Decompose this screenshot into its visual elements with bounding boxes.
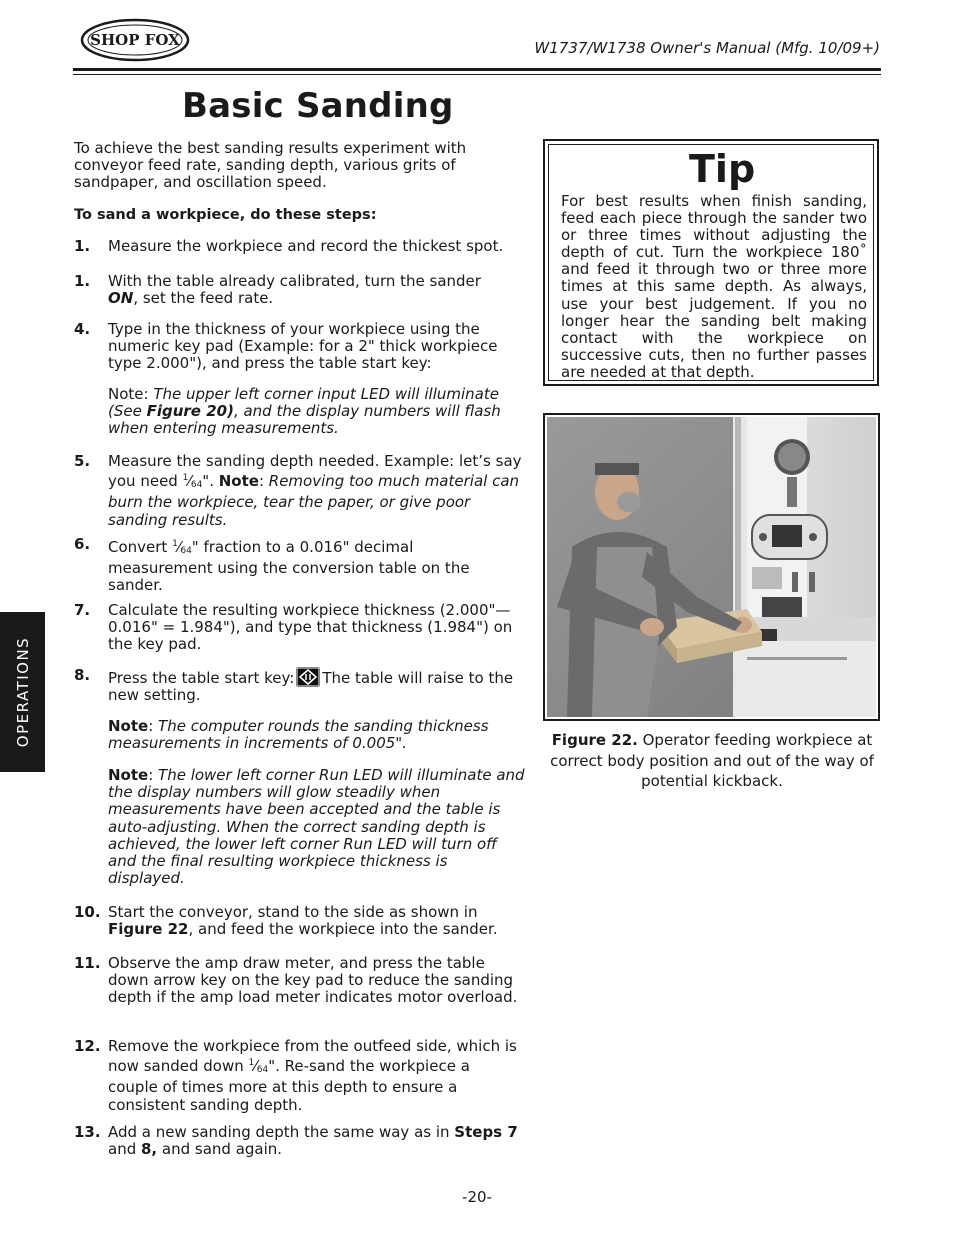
manual-title: W1737/W1738 Owner's Manual (Mfg. 10/09+) — [534, 39, 880, 57]
step-number: 13. — [74, 1123, 101, 1141]
figure-22-caption: Figure 22. Operator feeding workpiece at correct body position and out of the way of potential kickback. — [550, 731, 874, 790]
tip-box — [543, 139, 879, 386]
step-text: Add a new sanding depth the same way as in Steps 7 and 8, and sand again. — [108, 1123, 518, 1159]
step-text: Type in the thickness of your workpiece using the numeric key pad (Example: for a 2" thick workpiece type 2.000"), and press the table start key: — [108, 320, 498, 373]
intro-paragraph: To achieve the best sanding results experiment with conveyor feed rate, sanding depth, various grits of sandpaper, and oscillation speed. — [74, 139, 467, 192]
section-side-tab — [0, 612, 45, 772]
step-text: Measure the workpiece and record the thickest spot. — [108, 237, 504, 255]
page-number: -20- — [462, 1188, 492, 1206]
logo-text: SHOP FOX — [90, 31, 180, 49]
operator-feeding-workpiece-photo — [547, 417, 876, 717]
page-title: Basic Sanding — [182, 86, 454, 126]
step-number: 12. — [74, 1037, 101, 1055]
header-rule-thin — [73, 74, 881, 75]
step-number: 1. — [74, 272, 91, 290]
shop-fox-logo — [80, 18, 190, 62]
step-text: Calculate the resulting workpiece thickness (2.000"— 0.016" = 1.984"), and type that thickness (1.984") on the key pad. — [108, 601, 513, 654]
tip-heading: Tip — [689, 147, 756, 191]
step-number: 11. — [74, 954, 101, 972]
step-note: Note: The lower left corner Run LED will illuminate and the display numbers will glow steadily when measurements have been accepted and the table is auto-adjusting. When the correct sanding depth is achieved, the lower left corner Run LED will turn off and the final resulting workpiece thickness is displayed. — [108, 766, 525, 888]
step-number: 6. — [74, 535, 91, 553]
step-text: Press the table start key: The table will raise to the new setting. — [108, 669, 514, 705]
step-number: 4. — [74, 320, 91, 338]
tip-inner-border — [548, 144, 874, 381]
step-number: 10. — [74, 903, 101, 921]
steps-lead: To sand a workpiece, do these steps: — [74, 207, 377, 223]
step-number: 7. — [74, 601, 91, 619]
step-number: 5. — [74, 452, 91, 470]
step-number: 1. — [74, 237, 91, 255]
step-note: Note: The upper left corner input LED will illuminate (See Figure 20), and the display numbers will flash when entering measurements. — [108, 385, 501, 438]
step-note: Note: The computer rounds the sanding thickness measurements in increments of 0.005". — [108, 717, 489, 753]
figure-22-photo-frame — [543, 413, 880, 721]
step-text: Start the conveyor, stand to the side as shown in Figure 22, and feed the workpiece into the sander. — [108, 903, 498, 939]
side-tab-label: OPERATIONS — [13, 636, 32, 748]
step-text: Remove the workpiece from the outfeed side, which is now sanded down $^1⁄_{64}$". Re-sand the workpiece a couple of times more at this depth to ensure a consistent sanding depth. — [108, 1037, 517, 1114]
step-text: With the table already calibrated, turn the sander ON, set the feed rate. — [108, 272, 481, 308]
table-start-key-icon — [296, 667, 320, 687]
header-rule — [73, 68, 881, 71]
step-text: Convert $^1⁄_{64}$" fraction to a 0.016" decimal measurement using the conversion table on the sander. — [108, 538, 470, 595]
step-text: Measure the sanding depth needed. Example: let’s say you need $^1⁄_{64}$". Note: Removing too much material can burn the workpiece, tear the paper, or give poor sanding results. — [108, 452, 522, 529]
step-text: Observe the amp draw meter, and press the table down arrow key on the key pad to reduce the sanding depth if the amp load meter indicates motor overload. — [108, 954, 518, 1007]
tip-text: For best results when finish sanding, feed each piece through the sander two or three times without adjusting the depth of cut. Turn the workpiece 180˚ and feed it through two or three more times at this same depth. As always, use your best judgement. If you no longer hear the sanding belt making contact with the workpiece on successive cuts, then no further passes are needed at that depth. — [561, 192, 867, 381]
step-number: 8. — [74, 666, 91, 684]
